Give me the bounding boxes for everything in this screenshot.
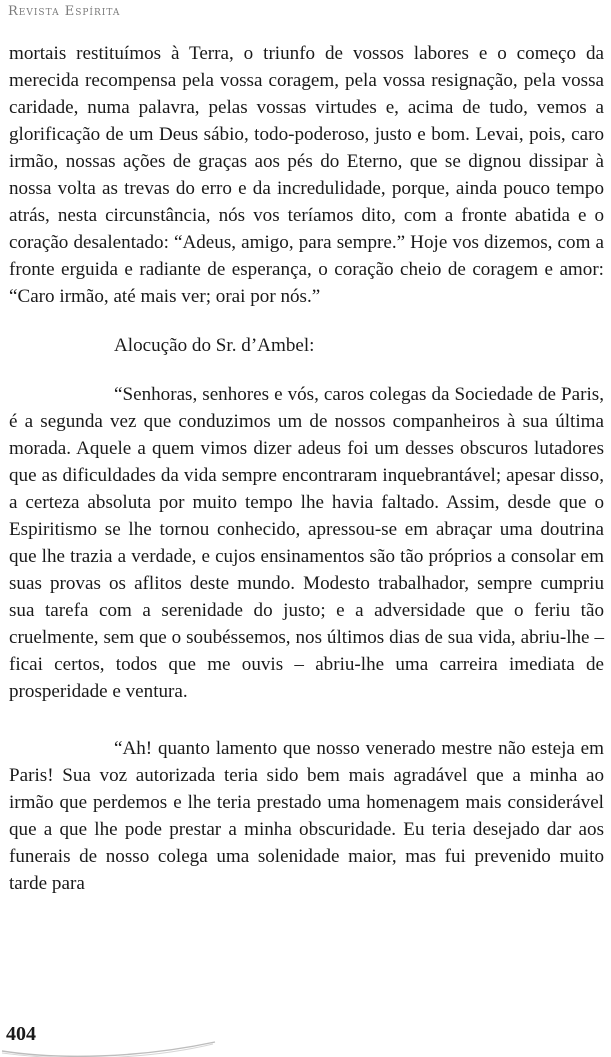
page-number: 404 [6,1023,36,1045]
paragraph-closing-farewell: mortais restituímos à Terra, o triunfo de vossos labores e o começo da merecida recompensa pela vossa coragem, pela vossa resignação, pela vossa caridade, numa palavra, pelas vossas virtudes e, acima de tudo, vemos a glorificação de um Deus sábio, todo-poderoso, justo e bom. Levai, pois, caro irmão, nossas ações de graças aos pés do Eterno, que se dignou dissipar à nossa volta as trevas do erro e da incredulidade, porque, ainda pouco tempo atrás, nesta circunstância, nós vos teríamos dito, com a fronte abatida e o coração desalentado: “Adeus, amigo, para sempre.” Hoje vos dizemos, com a fronte erguida e radiante de esperança, o coração cheio de coragem e amor: “Caro irmão, até mais ver; orai por nós.” [9,43,604,307]
footer-swoosh-ornament [0,1018,611,1057]
page-body [9,40,604,897]
paragraph-ambel-lament: “Ah! quanto lamento que nosso venerado mestre não esteja em Paris! Sua voz autorizada teria sido bem mais agradável que a minha ao irmão que perdemos e lhe teria prestado uma homenagem mais considerável que a que lhe pode prestar a minha obscuridade. Eu teria desejado dar aos funerais de nosso colega uma solenidade maior, mas fui prevenido muito tarde para [9,738,604,894]
paragraph-speech-heading: Alocução do Sr. d’Ambel: [114,335,315,356]
running-header: Revista Espírita [8,4,121,19]
paragraph-ambel-speech: “Senhoras, senhores e vós, caros colegas da Sociedade de Paris, é a segunda vez que conduzimos um de nossos companheiros à sua última morada. Aquele a quem vimos dizer adeus foi um desses obscuros lutadores que as dificuldades da vida sempre encontraram inquebrantável; apesar disso, a certeza absoluta por muito tempo lhe havia faltado. Assim, desde que o Espiritismo se lhe tornou conhecido, apressou-se em abraçar uma doutrina que lhe trazia a verdade, e cujos ensinamentos são tão próprios a consolar em suas provas os aflitos deste mundo. Modesto trabalhador, sempre cumpriu sua tarefa com a serenidade do justo; e a adversidade que o feriu tão cruelmente, sem que o soubéssemos, nos últimos dias de sua vida, abriu-lhe – ficai certos, todos que me ouvis – abriu-lhe uma carreira imediata de prosperidade e ventura. [9,384,604,702]
